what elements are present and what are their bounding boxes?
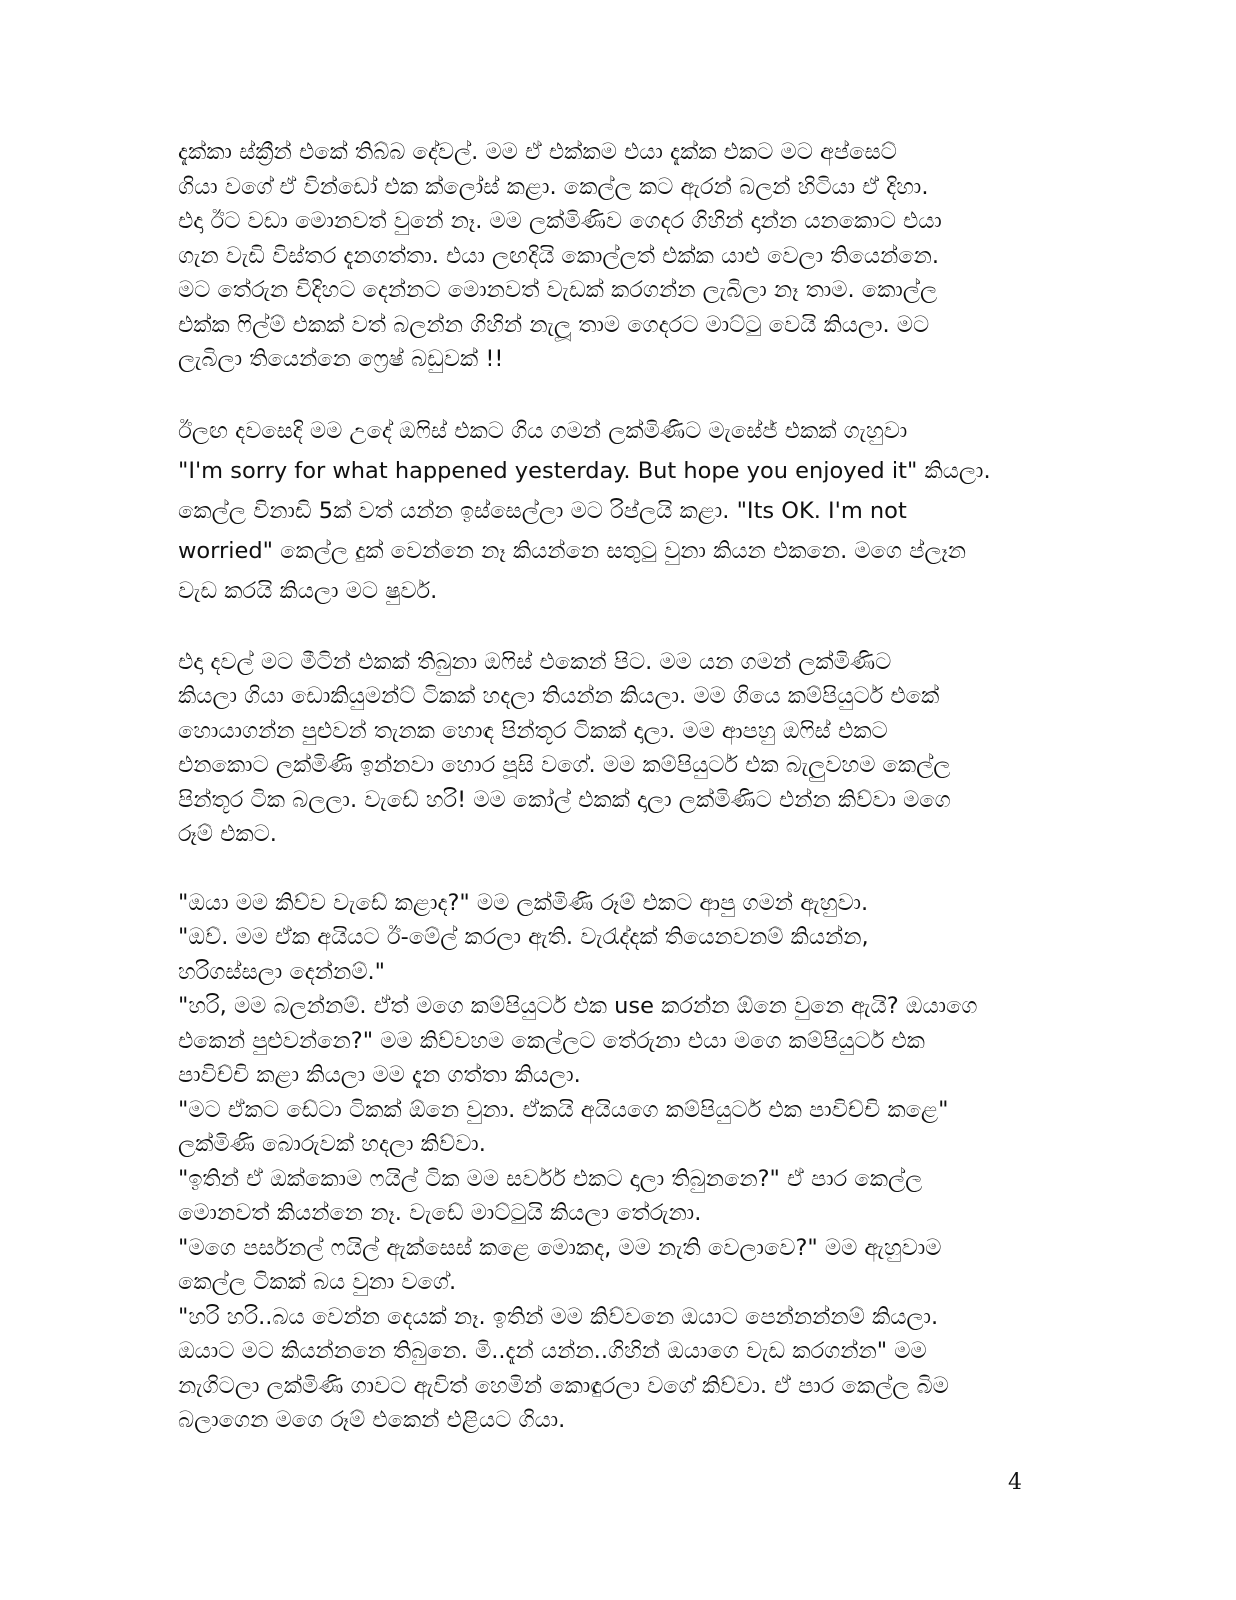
body-text <box>178 135 1036 1438</box>
text-line: මොනවත් කියන්නෙ නෑ. වැඩේ මාට්ටුයි කියලා තේරුනා. <box>178 1200 702 1226</box>
text-line: ගියා වගේ ඒ වින්ඩෝ එක ක්ලෝස් කළා. කෙල්ල කට ඇරන් බලන් හිටියා ඒ දිහා. <box>178 173 929 200</box>
text-line: වැඩ කරයි කියලා මට ෂුවර්. <box>178 577 438 604</box>
text-line: "ඔයා මම කිව්ව වැඩේ කළාද?" මම ලක්මිණි රූම් එකට ආපු ගමන් ඇහුවා. <box>178 889 869 916</box>
paragraph-4 <box>178 886 1036 1438</box>
text-line: දැක්කා ස්ක්‍රීන් එකේ තිබ්බ දේවල්. මම ඒ එක්කම එයා දැක්ක එකට මට අප්සෙට් <box>178 139 897 165</box>
text-line: රූම් එකට. <box>178 821 277 847</box>
text-line: ලක්මිණි බොරුවක් හදලා කිව්වා. <box>178 1131 486 1157</box>
text-line: කෙල්ල ටිකක් බය වුනා වගේ. <box>178 1269 457 1295</box>
text-line: "හරි හරි..බය වෙන්න දෙයක් නෑ. ඉතින් මම කිව්වනෙ ඔයාට පෙන්නන්නම් කියලා. <box>178 1303 939 1330</box>
text-line: නැගිටලා ලක්මිණි ගාවට ඇවිත් හෙමින් කොඳුරලා වගේ කිව්වා. ඒ පාර කෙල්ල බිම <box>178 1372 949 1399</box>
text-line: එකෙන් පුළුවන්නෙ?" මම කිව්වහම කෙල්ලට තේරුනා එයා මගෙ කම්පියුටර් එක <box>178 1027 925 1054</box>
page-number: 4 <box>1008 1470 1022 1495</box>
text-line: "I'm sorry for what happened yesterday. But hope you enjoyed it" කියලා. <box>178 457 991 484</box>
text-line: "ඔව්. මම ඒක අයියට ඊ-මේල් කරලා ඇති. වැරැද්දක් තියෙනවනම් කියන්න, <box>178 924 869 950</box>
paragraph-2 <box>178 411 1036 611</box>
text-line: එනකොට ලක්මිණි ඉන්නවා හොර පූසි වගේ. මම කම්පියුටර් එක බැලුවහම කෙල්ල <box>178 752 951 778</box>
text-line: "ඉතින් ඒ ඔක්කොම ෆයිල් ටික මම සර්වර් එකට දාලා තිබුනනෙ?" ඒ පාර කෙල්ල <box>178 1165 923 1192</box>
paragraph-1 <box>178 135 1036 377</box>
text-line: එදා ඊට වඩා මොනවත් වුනේ නෑ. මම ලක්මිණිව ගෙදර ගිහින් දාන්න යනකොට එයා <box>178 208 942 234</box>
text-line: හරිගස්සලා දෙන්නම්." <box>178 958 385 985</box>
text-line: "මගෙ පර්සනල් ෆයිල් ඇක්සෙස් කළෙ මොකද, මම නැති වෙලාවෙ?" මම ඇහුවාම <box>178 1234 942 1261</box>
text-line: ඔයාට මට කියන්නනෙ තිබුනෙ. මි..දැන් යන්න..ගිහින් ඔයාගෙ වැඩ කරගන්න" මම <box>178 1338 927 1364</box>
text-line: "හරි, මම බලන්නම්. ඒත් මගෙ කම්පියුටර් එක use කරන්න ඕනෙ වුනෙ ඇයි? ඔයාගෙ <box>178 993 978 1019</box>
text-line: worried" කෙල්ල දුක් වෙන්නෙ නෑ කියන්නෙ සතුටු වුනා කියන එකනෙ. මගෙ ප්ලෑන <box>178 537 967 564</box>
text-line: හොයාගන්න පුළුවන් තැනක හොඳ පින්තූර ටිකක් දාලා. මම ආපහු ඔෆිස් එකට <box>178 717 888 744</box>
text-line: පින්තූර ටික බලලා. වැඩේ හරි! මම කෝල් එකක් දාලා ලක්මිණිට එන්න කිව්වා මගෙ <box>178 786 951 813</box>
text-line: එක්ක ෆිල්ම් එකක් වත් බලන්න ගිහින් නැලූ තාම ගෙදරට මාට්ටු වෙයි කියලා. මට <box>178 311 930 338</box>
text-line: ගැන වැඩි විස්තර දැනගත්තා. එයා ලඟදියි කොල්ලත් එක්ක යාළු වෙලා තියෙන්නෙ. <box>178 242 940 269</box>
text-line: ලැබිලා තියෙන්නෙ ෆ්‍රෙෂ් බඩුවක් !! <box>178 346 504 372</box>
text-line: කෙල්ල විනාඩි 5ක් වත් යන්න ඉස්සෙල්ලා මට රිප්ලයි කළා. "Its OK. I'm not <box>178 497 907 524</box>
text-line: එදා දවල් මට මීටින් එකක් තිබුනා ඔෆිස් එකෙන් පිට. මම යන ගමන් ලක්මිණිට <box>178 648 892 675</box>
text-line: මට තේරුන විදිහට දෙන්නට මොනවත් වැඩක් කරගන්න ලැබිලා නෑ තාම. කොල්ල <box>178 277 938 303</box>
text-line: බලාගෙන මගෙ රූම් එකෙන් එළියට ගියා. <box>178 1407 566 1433</box>
text-line: ඊලඟ දවසෙදි මම උදේ ඔෆිස් එකට ගිය ගමන් ලක්මිණිට මැසේජ් එකක් ගැහුවා <box>178 417 908 444</box>
text-line: කියලා ගියා ඩොකියුමන්ට් ටිකක් හදලා තියන්න කියලා. මම ගියෙ කම්පියුටර් එකේ <box>178 683 940 709</box>
text-line: පාවිච්චි කළා කියලා මම දැන ගත්තා කියලා. <box>178 1062 581 1088</box>
paragraph-3 <box>178 645 1036 852</box>
text-line: "මට ඒකට ඩේටා ටිකක් ඕනෙ වුනා. ඒකයි අයියගෙ කම්පියුටර් එක පාවිච්චි කළෙ" <box>178 1096 949 1123</box>
